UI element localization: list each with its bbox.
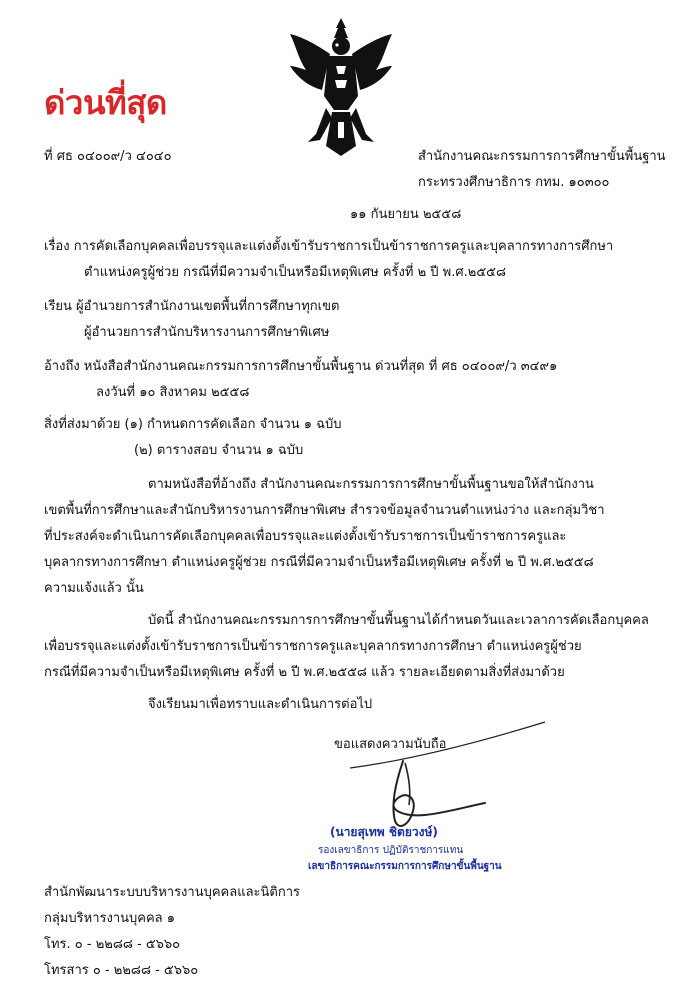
footer-group: กลุ่มบริหารงานบุคคล ๑ bbox=[44, 911, 176, 926]
footer-department: สำนักพัฒนาระบบบริหารงานบุคคลและนิติการ bbox=[44, 885, 301, 900]
enclosure-line-2: (๒) ตารางสอบ จำนวน ๑ ฉบับ bbox=[134, 443, 304, 458]
body-paragraph-2-line: กรณีที่มีความจำเป็นหรือมีเหตุพิเศษ ครั้งที่ ๒ ปี พ.ศ.๒๕๕๘ แล้ว รายละเอียดตามสิ่งที่ส่งมาด้วย bbox=[44, 665, 565, 680]
footer-fax: โทรสาร ๐ - ๒๒๘๘ - ๕๖๖๐ bbox=[44, 963, 199, 978]
closing-line: จึงเรียนมาเพื่อทราบและดำเนินการต่อไป bbox=[148, 697, 373, 712]
handwritten-signature bbox=[365, 755, 505, 835]
urgency-heading: ด่วนที่สุด bbox=[44, 83, 167, 122]
reference-line-2: ลงวันที่ ๑๐ สิงหาคม ๒๕๕๘ bbox=[96, 385, 250, 400]
regards-text: ขอแสดงความนับถือ bbox=[334, 737, 447, 752]
signatory-title-2: เลขาธิการคณะกรรมการการศึกษาขั้นพื้นฐาน bbox=[308, 861, 502, 872]
signatory-title-1: รองเลขาธิการ ปฏิบัติราชการแทน bbox=[318, 845, 464, 856]
subject-line-2: ตำแหน่งครูผู้ช่วย กรณีที่มีความจำเป็นหรือมีเหตุพิเศษ ครั้งที่ ๒ ปี พ.ศ.๒๕๕๘ bbox=[84, 265, 507, 280]
office-name: สำนักงานคณะกรรมการการศึกษาขั้นพื้นฐาน bbox=[418, 149, 666, 164]
body-paragraph-1-line: เขตพื้นที่การศึกษาและสำนักบริหารงานการศึกษาพิเศษ สำรวจข้อมูลจำนวนตำแหน่งว่าง และกลุ่มวิชา bbox=[44, 503, 605, 518]
garuda-emblem-icon bbox=[286, 14, 396, 159]
body-paragraph-2-line: บัดนี้ สำนักงานคณะกรรมการการศึกษาขั้นพื้นฐานได้กำหนดวันและเวลาการคัดเลือกบุคคล bbox=[148, 613, 649, 628]
body-paragraph-1-line: ที่ประสงค์จะดำเนินการคัดเลือกบุคคลเพื่อบรรจุและแต่งตั้งเข้ารับราชการเป็นข้าราชการครูและ bbox=[44, 529, 567, 544]
office-address: กระทรวงศึกษาธิการ กทม. ๑๐๓๐๐ bbox=[418, 175, 610, 190]
letter-date: ๑๑ กันยายน ๒๕๕๘ bbox=[350, 207, 462, 222]
body-paragraph-1-line: ความแจ้งแล้ว นั้น bbox=[44, 581, 144, 596]
enclosure-line-1: สิ่งที่ส่งมาด้วย (๑) กำหนดการคัดเลือก จำนวน ๑ ฉบับ bbox=[44, 417, 342, 432]
subject-line-1: เรื่อง การคัดเลือกบุคคลเพื่อบรรจุและแต่งตั้งเข้ารับราชการเป็นข้าราชการครูและบุคลากรทางการศึกษา bbox=[44, 239, 614, 254]
reference-number: ที่ ศธ ๐๔๐๐๙/ว ๔๐๔๐ bbox=[44, 149, 172, 164]
addressee-line-1: เรียน ผู้อำนวยการสำนักงานเขตพื้นที่การศึกษาทุกเขต bbox=[44, 299, 340, 314]
signatory-name: (นายสุเทพ ชิตยวงษ์) bbox=[330, 825, 438, 839]
body-paragraph-1-line: บุคลากรทางการศึกษา ตำแหน่งครูผู้ช่วย กรณีที่มีความจำเป็นหรือมีเหตุพิเศษ ครั้งที่ ๒ ปี พ.ศ.๒๕๕๘ bbox=[44, 555, 594, 570]
reference-line-1: อ้างถึง หนังสือสำนักงานคณะกรรมการการศึกษาขั้นพื้นฐาน ด่วนที่สุด ที่ ศธ ๐๔๐๐๙/ว ๓๔๙๑ bbox=[44, 359, 558, 374]
body-paragraph-2-line: เพื่อบรรจุและแต่งตั้งเข้ารับราชการเป็นข้าราชการครูและบุคลากรทางการศึกษา ตำแหน่งครูผู้ช่วย bbox=[44, 639, 582, 654]
footer-telephone: โทร. ๐ - ๒๒๘๘ - ๕๖๖๐ bbox=[44, 937, 181, 952]
addressee-line-2: ผู้อำนวยการสำนักบริหารงานการศึกษาพิเศษ bbox=[84, 325, 330, 340]
body-paragraph-1-line: ตามหนังสือที่อ้างถึง สำนักงานคณะกรรมการการศึกษาขั้นพื้นฐานขอให้สำนักงาน bbox=[148, 477, 594, 492]
